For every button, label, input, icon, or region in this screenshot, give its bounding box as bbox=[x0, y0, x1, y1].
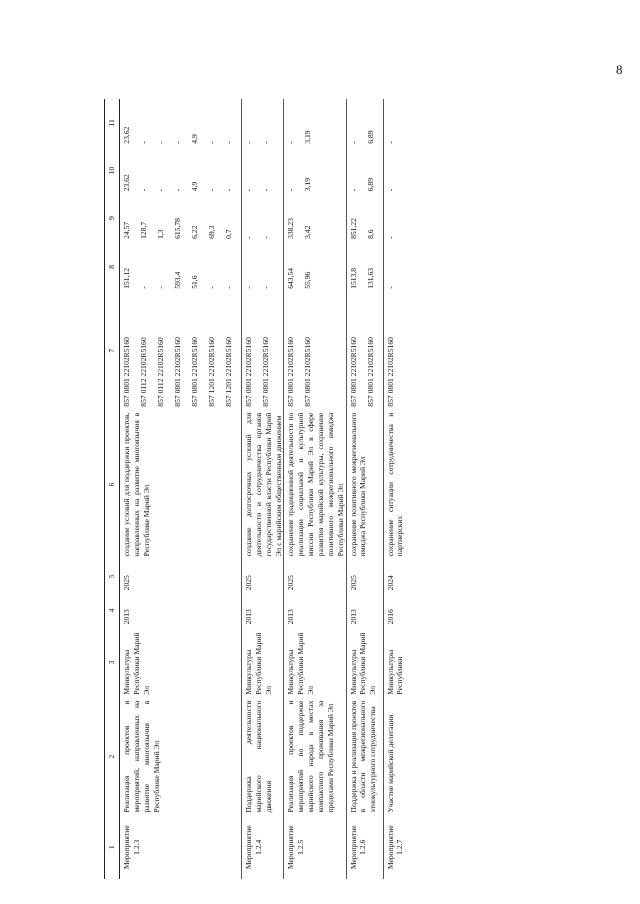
budget-code-cell bbox=[346, 292, 383, 410]
executor-cell: Минкультуры Республики Марий Эл bbox=[346, 627, 383, 697]
amount-cell bbox=[119, 147, 241, 195]
amount-value: - bbox=[206, 188, 216, 192]
amount-value: 8,6 bbox=[365, 229, 375, 239]
amount-value: - bbox=[223, 188, 233, 192]
amount-value: - bbox=[155, 286, 165, 289]
expected-result-cell: создание условий для поддержки проектов, направленных на развитие многоязычия в Республике Марий Эл bbox=[121, 412, 151, 557]
amount-value: 3,42 bbox=[302, 225, 312, 239]
column-header: 11 bbox=[104, 99, 119, 147]
budget-code: 857 0801 22102R5160 bbox=[348, 337, 358, 407]
amount-cell bbox=[119, 194, 241, 242]
expected-result-cell: создание долгосрочных условий для деятельности и сотрудничества органов государственной власти Республики Марий Эл с марийским общественным движением bbox=[241, 410, 283, 560]
amount-value: 643,54 bbox=[285, 267, 295, 289]
amount-value: - bbox=[385, 141, 395, 144]
amount-value: 6,22 bbox=[189, 225, 199, 239]
budget-code: 857 0801 22102R5160 bbox=[243, 337, 253, 407]
amount-value: 338,23 bbox=[285, 218, 295, 239]
budget-code: 857 0801 22102R5160 bbox=[385, 337, 395, 407]
amount-cell bbox=[383, 242, 405, 292]
column-header: 6 bbox=[104, 410, 119, 560]
amount-value: 131,63 bbox=[365, 267, 375, 289]
expected-result-cell: сохранение традиционной деятельности по реализации социальной и культурной миссии Республики Марий Эл в сфере развития марийской культуры, сохранение позитивного межрегионального имиджа Республики Марий Эл bbox=[283, 410, 345, 560]
measure-title-cell: Участие марийской делегации bbox=[383, 698, 405, 816]
amount-cell bbox=[241, 147, 283, 195]
amount-value: - bbox=[243, 141, 253, 144]
column-header: 7 bbox=[104, 292, 119, 410]
amount-value: 23,62 bbox=[121, 174, 131, 192]
table-row bbox=[346, 99, 383, 879]
measure-title-cell: Поддержка деятельности марийского национального движения bbox=[241, 698, 283, 816]
amount-value: - bbox=[243, 188, 253, 192]
executor-cell: Минкультуры Республики Марий Эл bbox=[121, 632, 151, 695]
expected-result-cell: сохранение ситуации сотрудничества и партнерских bbox=[383, 410, 405, 560]
amount-cell bbox=[346, 242, 383, 292]
amount-value: - bbox=[385, 236, 395, 239]
amount-cell bbox=[283, 194, 345, 242]
amount-value: 69,3 bbox=[206, 225, 216, 239]
amount-cell bbox=[283, 242, 345, 292]
start-year-cell: 2013 bbox=[121, 609, 131, 625]
start-year-cell: 2013 bbox=[283, 593, 345, 627]
executor-cell: Минкультуры Республики bbox=[383, 627, 405, 697]
budget-code: 857 0801 22102R5160 bbox=[285, 337, 295, 407]
measure-title-cell: Реализация проектов и мероприятий по поддержке марийского народа в местах компактного проживания за пределами Республики Марий Эл bbox=[283, 698, 345, 816]
amount-cell bbox=[119, 99, 241, 147]
amount-value: - bbox=[155, 188, 165, 192]
amount-value: 0,7 bbox=[223, 229, 233, 239]
amount-value: - bbox=[206, 141, 216, 144]
end-year-cell: 2025 bbox=[241, 559, 283, 593]
amount-value: 593,4 bbox=[172, 271, 182, 289]
amount-value: 3,19 bbox=[302, 130, 312, 144]
amount-value: 128,7 bbox=[138, 221, 148, 239]
budget-code: 857 1201 22102R5160 bbox=[223, 337, 233, 407]
amount-value: 151,12 bbox=[121, 267, 131, 289]
column-header: 2 bbox=[104, 698, 119, 816]
measure-name-cell: Мероприятие 1.2.4 bbox=[241, 816, 283, 879]
amount-value: 4,9 bbox=[189, 181, 199, 192]
amount-value: 615,78 bbox=[172, 218, 182, 239]
amount-value: - bbox=[223, 141, 233, 144]
column-header: 9 bbox=[104, 194, 119, 242]
budget-code: 857 0112 22102R5160 bbox=[138, 337, 148, 407]
amount-cell bbox=[383, 99, 405, 147]
amount-value: - bbox=[260, 236, 270, 239]
amount-value: 24,57 bbox=[121, 221, 131, 239]
amount-value: 23,62 bbox=[121, 126, 131, 144]
amount-value: - bbox=[138, 141, 148, 144]
amount-value: 6,89 bbox=[365, 130, 375, 144]
measure-title-cell: Поддержка и реализация проектов в области межрегионального этнокультурного сотрудничества bbox=[346, 698, 383, 816]
amount-value: - bbox=[260, 188, 270, 192]
amount-value: - bbox=[285, 141, 295, 144]
amount-cell bbox=[346, 99, 383, 147]
amount-value: 851,22 bbox=[348, 218, 358, 239]
amount-cell bbox=[241, 242, 283, 292]
start-year-cell: 2013 bbox=[241, 593, 283, 627]
column-header: 4 bbox=[104, 593, 119, 627]
amount-value: 55,96 bbox=[302, 271, 312, 289]
executor-cell: Минкультуры Республики Марий Эл bbox=[241, 627, 283, 697]
measure-name-cell: Мероприятие 1.2.5 bbox=[283, 816, 345, 879]
table-body bbox=[119, 99, 405, 879]
table-row bbox=[119, 99, 241, 879]
column-header: 5 bbox=[104, 559, 119, 593]
column-header: 8 bbox=[104, 242, 119, 292]
amount-value: 51,6 bbox=[189, 275, 199, 289]
amount-cell bbox=[383, 194, 405, 242]
amount-cell bbox=[346, 194, 383, 242]
amount-value: 1513,8 bbox=[348, 267, 358, 289]
column-header: 3 bbox=[104, 627, 119, 697]
amount-value: - bbox=[260, 141, 270, 144]
measure-name-cell: Мероприятие 1.2.7 bbox=[383, 816, 405, 879]
amount-value: - bbox=[206, 286, 216, 289]
budget-code: 857 0801 22102R5160 bbox=[260, 337, 270, 407]
amount-value: - bbox=[285, 188, 295, 192]
amount-value: - bbox=[385, 286, 395, 289]
end-year-cell: 2025 bbox=[283, 559, 345, 593]
budget-table bbox=[104, 99, 405, 879]
amount-cell bbox=[346, 147, 383, 195]
budget-code: 857 0801 22102R5160 bbox=[121, 337, 131, 407]
amount-value: - bbox=[172, 188, 182, 192]
budget-code-cell bbox=[119, 292, 241, 410]
budget-code: 857 0801 22102R5160 bbox=[172, 337, 182, 407]
amount-value: - bbox=[138, 188, 148, 192]
amount-value: - bbox=[172, 141, 182, 144]
executor-cell: Минкультуры Республики Марий Эл bbox=[283, 627, 345, 697]
budget-code: 857 0112 22102R5160 bbox=[155, 337, 165, 407]
budget-code: 857 1201 22102R5160 bbox=[206, 337, 216, 407]
amount-cell bbox=[283, 147, 345, 195]
amount-value: 6,89 bbox=[365, 178, 375, 192]
amount-value: - bbox=[348, 188, 358, 192]
amount-value: - bbox=[155, 141, 165, 144]
amount-value: 4,9 bbox=[189, 134, 199, 144]
amount-value: - bbox=[138, 286, 148, 289]
amount-value: - bbox=[348, 141, 358, 144]
amount-value: 3,19 bbox=[302, 178, 312, 192]
amount-cell bbox=[283, 99, 345, 147]
budget-code-cell bbox=[241, 292, 283, 410]
budget-code: 857 0801 22102R5160 bbox=[302, 337, 312, 407]
column-header: 10 bbox=[104, 147, 119, 195]
measure-title-cell: Реализация проектов и мероприятий, направленных на развитие многоязычия в Республике Марий Эл bbox=[121, 700, 161, 813]
budget-code: 857 0801 22102R5160 bbox=[189, 337, 199, 407]
column-number-row bbox=[104, 99, 119, 879]
end-year-cell: 2025 bbox=[346, 559, 383, 593]
start-year-cell: 2016 bbox=[383, 593, 405, 627]
start-year-cell: 2013 bbox=[346, 593, 383, 627]
amount-value: - bbox=[223, 286, 233, 289]
budget-code-cell bbox=[383, 292, 405, 410]
amount-cell bbox=[241, 99, 283, 147]
amount-value: - bbox=[260, 286, 270, 289]
amount-value: - bbox=[243, 286, 253, 289]
end-year-cell: 2025 bbox=[121, 575, 131, 591]
column-header: 1 bbox=[104, 816, 119, 879]
amount-cell bbox=[383, 147, 405, 195]
end-year-cell: 2024 bbox=[383, 559, 405, 593]
table-row bbox=[241, 99, 283, 879]
rotated-table-sheet bbox=[104, 99, 624, 879]
table-row bbox=[283, 99, 345, 879]
budget-code: 857 0801 22102R5160 bbox=[365, 337, 375, 407]
measure-name-cell: Мероприятие 1.2.6 bbox=[346, 816, 383, 879]
expected-result-cell: сохранение позитивного межрегионального имиджа Республики Марий Эл bbox=[346, 410, 383, 560]
amount-value: - bbox=[243, 236, 253, 239]
table-row bbox=[383, 99, 405, 879]
amount-value: - bbox=[385, 188, 395, 192]
amount-value: 1,3 bbox=[155, 229, 165, 239]
page-number: 8 bbox=[616, 62, 623, 77]
measure-name-cell: Мероприятие 1.2.3 bbox=[121, 825, 141, 870]
amount-cell bbox=[119, 242, 241, 292]
amount-cell bbox=[241, 194, 283, 242]
budget-code-cell bbox=[283, 292, 345, 410]
